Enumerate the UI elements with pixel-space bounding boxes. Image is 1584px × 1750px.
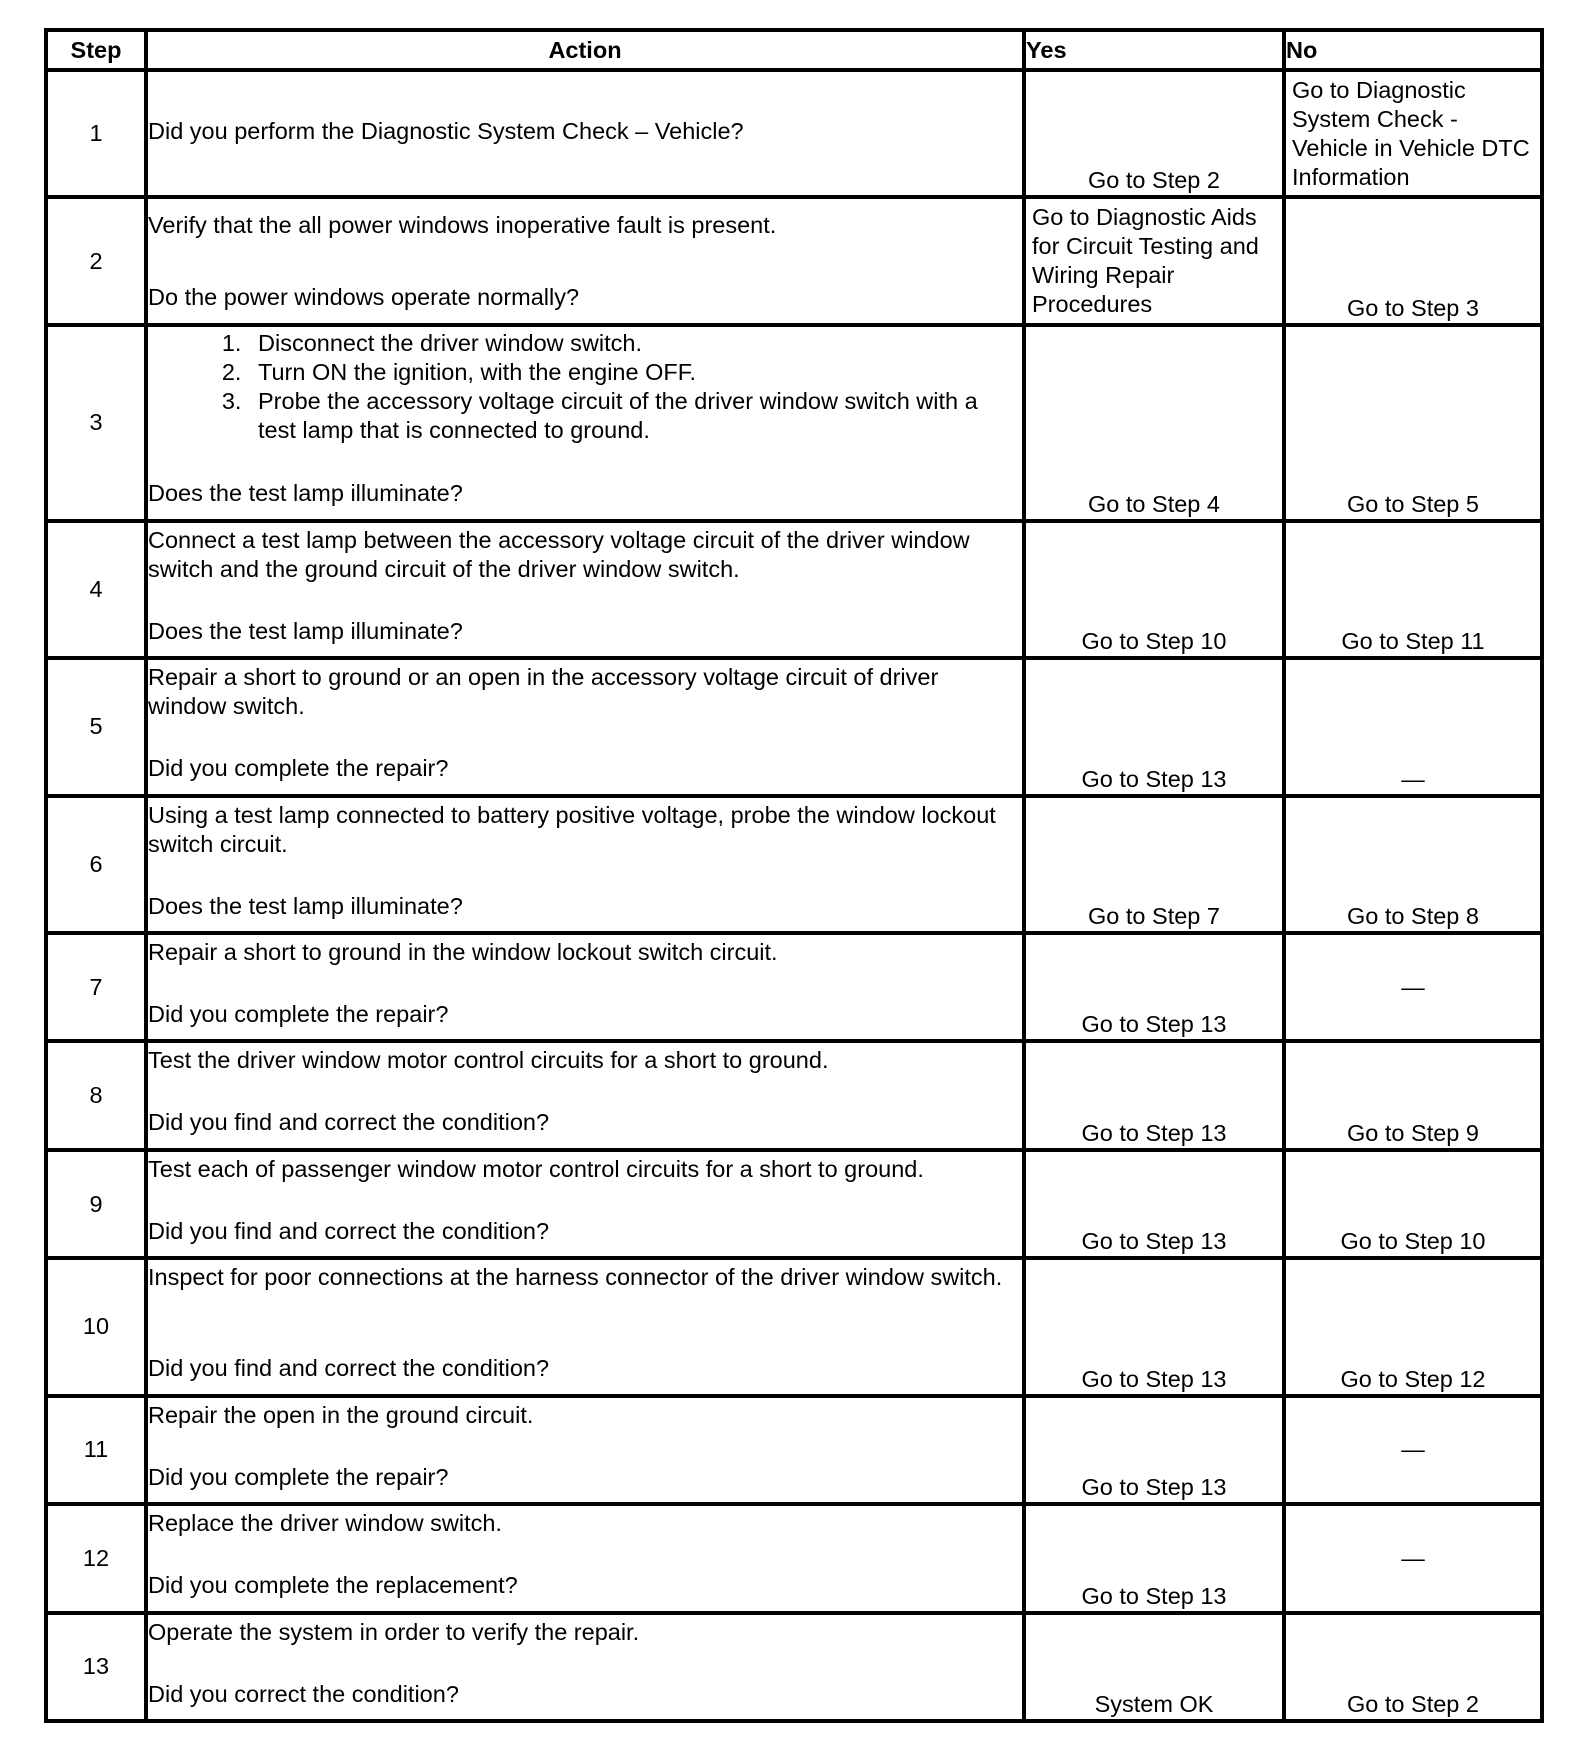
yes-cell: Go to Step 13: [1024, 1258, 1284, 1395]
action-cell: [146, 933, 1024, 1041]
no-cell: Go to Step 3: [1284, 197, 1542, 324]
action-cell: [146, 658, 1024, 795]
table-row: [46, 933, 1542, 1041]
action-cell: [146, 1613, 1024, 1722]
table-row: [46, 197, 1542, 324]
yes-cell: Go to Step 2: [1024, 70, 1284, 197]
action-question: Did you correct the condition?: [148, 1680, 459, 1707]
action-instruction: Repair a short to ground or an open in the accessory voltage circuit of driver window switch.: [148, 664, 939, 720]
action-instruction: Inspect for poor connections at the harness connector of the driver window switch.: [148, 1264, 1003, 1291]
table-row: [46, 1258, 1542, 1395]
step-number: 11: [46, 1396, 146, 1504]
table-row: [46, 1150, 1542, 1258]
yes-cell: Go to Step 13: [1024, 1396, 1284, 1504]
no-cell: —: [1284, 1504, 1542, 1612]
yes-cell: System OK: [1024, 1613, 1284, 1722]
step-number: 7: [46, 933, 146, 1041]
action-question: Did you complete the repair?: [148, 1463, 449, 1490]
yes-cell: Go to Step 13: [1024, 933, 1284, 1041]
no-cell: —: [1284, 1396, 1542, 1504]
yes-cell: Go to Step 13: [1024, 1504, 1284, 1612]
action-cell: [146, 1041, 1024, 1149]
no-cell: Go to Step 10: [1284, 1150, 1542, 1258]
action-instruction: Repair a short to ground in the window lockout switch circuit.: [148, 939, 778, 966]
action-question: Does the test lamp illuminate?: [148, 479, 463, 506]
action-cell: [146, 1150, 1024, 1258]
action-question: Did you perform the Diagnostic System Check – Vehicle?: [148, 118, 744, 145]
no-cell: Go to Step 12: [1284, 1258, 1542, 1395]
action-cell: [146, 1258, 1024, 1395]
table-row: [46, 1613, 1542, 1722]
no-cell: Go to Step 9: [1284, 1041, 1542, 1149]
diagnostic-table: [44, 28, 1544, 1723]
action-question: Did you find and correct the condition?: [148, 1355, 550, 1382]
action-cell: [146, 197, 1024, 324]
header-action: Action: [146, 30, 1024, 70]
step-number: 4: [46, 521, 146, 658]
action-instruction: Replace the driver window switch.: [148, 1510, 502, 1537]
table-row: [46, 521, 1542, 658]
action-question: Did you complete the replacement?: [148, 1572, 518, 1599]
action-question: Does the test lamp illuminate?: [148, 892, 463, 919]
step-number: 9: [46, 1150, 146, 1258]
header-row: [46, 30, 1542, 70]
step-number: 6: [46, 796, 146, 933]
action-cell: [146, 1396, 1024, 1504]
action-instruction: Verify that the all power windows inoperative fault is present.: [148, 212, 777, 239]
action-instruction: Repair the open in the ground circuit.: [148, 1401, 534, 1428]
step-number: 13: [46, 1613, 146, 1722]
table-row: [46, 325, 1542, 521]
yes-cell: Go to Step 13: [1024, 658, 1284, 795]
action-instruction: Using a test lamp connected to battery positive voltage, probe the window lockout switch circuit.: [148, 801, 996, 857]
yes-cell: Go to Step 10: [1024, 521, 1284, 658]
action-question: Did you complete the repair?: [148, 1001, 449, 1028]
yes-cell: Go to Step 4: [1024, 325, 1284, 521]
action-question: Did you find and correct the condition?: [148, 1109, 550, 1136]
action-cell: [146, 70, 1024, 197]
action-question: Do the power windows operate normally?: [148, 284, 580, 311]
action-cell: [146, 796, 1024, 933]
action-instruction: Test each of passenger window motor control circuits for a short to ground.: [148, 1155, 924, 1182]
action-question: Did you find and correct the condition?: [148, 1217, 550, 1244]
step-number: 10: [46, 1258, 146, 1395]
action-instruction: Operate the system in order to verify the repair.: [148, 1618, 640, 1645]
no-cell: —: [1284, 658, 1542, 795]
header-no: No: [1284, 30, 1542, 70]
step-number: 8: [46, 1041, 146, 1149]
step-number: 2: [46, 197, 146, 324]
yes-cell: Go to Step 13: [1024, 1150, 1284, 1258]
step-number: 3: [46, 325, 146, 521]
no-cell: Go to Step 11: [1284, 521, 1542, 658]
list-item: 1. Disconnect the driver window switch.: [248, 329, 1022, 358]
header-yes: Yes: [1024, 30, 1284, 70]
table-row: [46, 796, 1542, 933]
no-cell: Go to Step 2: [1284, 1613, 1542, 1722]
yes-cell: Go to Step 7: [1024, 796, 1284, 933]
no-cell: Go to Diagnostic System Check - Vehicle in Vehicle DTC Information: [1284, 70, 1542, 197]
step-number: 1: [46, 70, 146, 197]
no-cell: Go to Step 8: [1284, 796, 1542, 933]
action-question: Does the test lamp illuminate?: [148, 617, 463, 644]
action-instruction: Test the driver window motor control circuits for a short to ground.: [148, 1047, 829, 1074]
table-row: [46, 70, 1542, 197]
action-cell: [146, 325, 1024, 521]
step-number: 12: [46, 1504, 146, 1612]
action-instruction-list: [148, 329, 1022, 445]
table-row: [46, 1396, 1542, 1504]
yes-cell: Go to Step 13: [1024, 1041, 1284, 1149]
step-number: 5: [46, 658, 146, 795]
no-cell: Go to Step 5: [1284, 325, 1542, 521]
table-row: [46, 1504, 1542, 1612]
action-question: Did you complete the repair?: [148, 755, 449, 782]
action-instruction: Connect a test lamp between the accessory voltage circuit of the driver window switch and the ground circuit of the driver window switch.: [148, 526, 970, 582]
action-cell: [146, 1504, 1024, 1612]
list-item: 2. Turn ON the ignition, with the engine OFF.: [248, 358, 1022, 387]
table-row: [46, 658, 1542, 795]
header-step: Step: [46, 30, 146, 70]
table-row: [46, 1041, 1542, 1149]
no-cell: —: [1284, 933, 1542, 1041]
list-item: 3. Probe the accessory voltage circuit of the driver window switch with a test lamp that is connected to ground.: [248, 387, 1022, 445]
yes-cell: Go to Diagnostic Aids for Circuit Testing and Wiring Repair Procedures: [1024, 197, 1284, 324]
action-cell: [146, 521, 1024, 658]
